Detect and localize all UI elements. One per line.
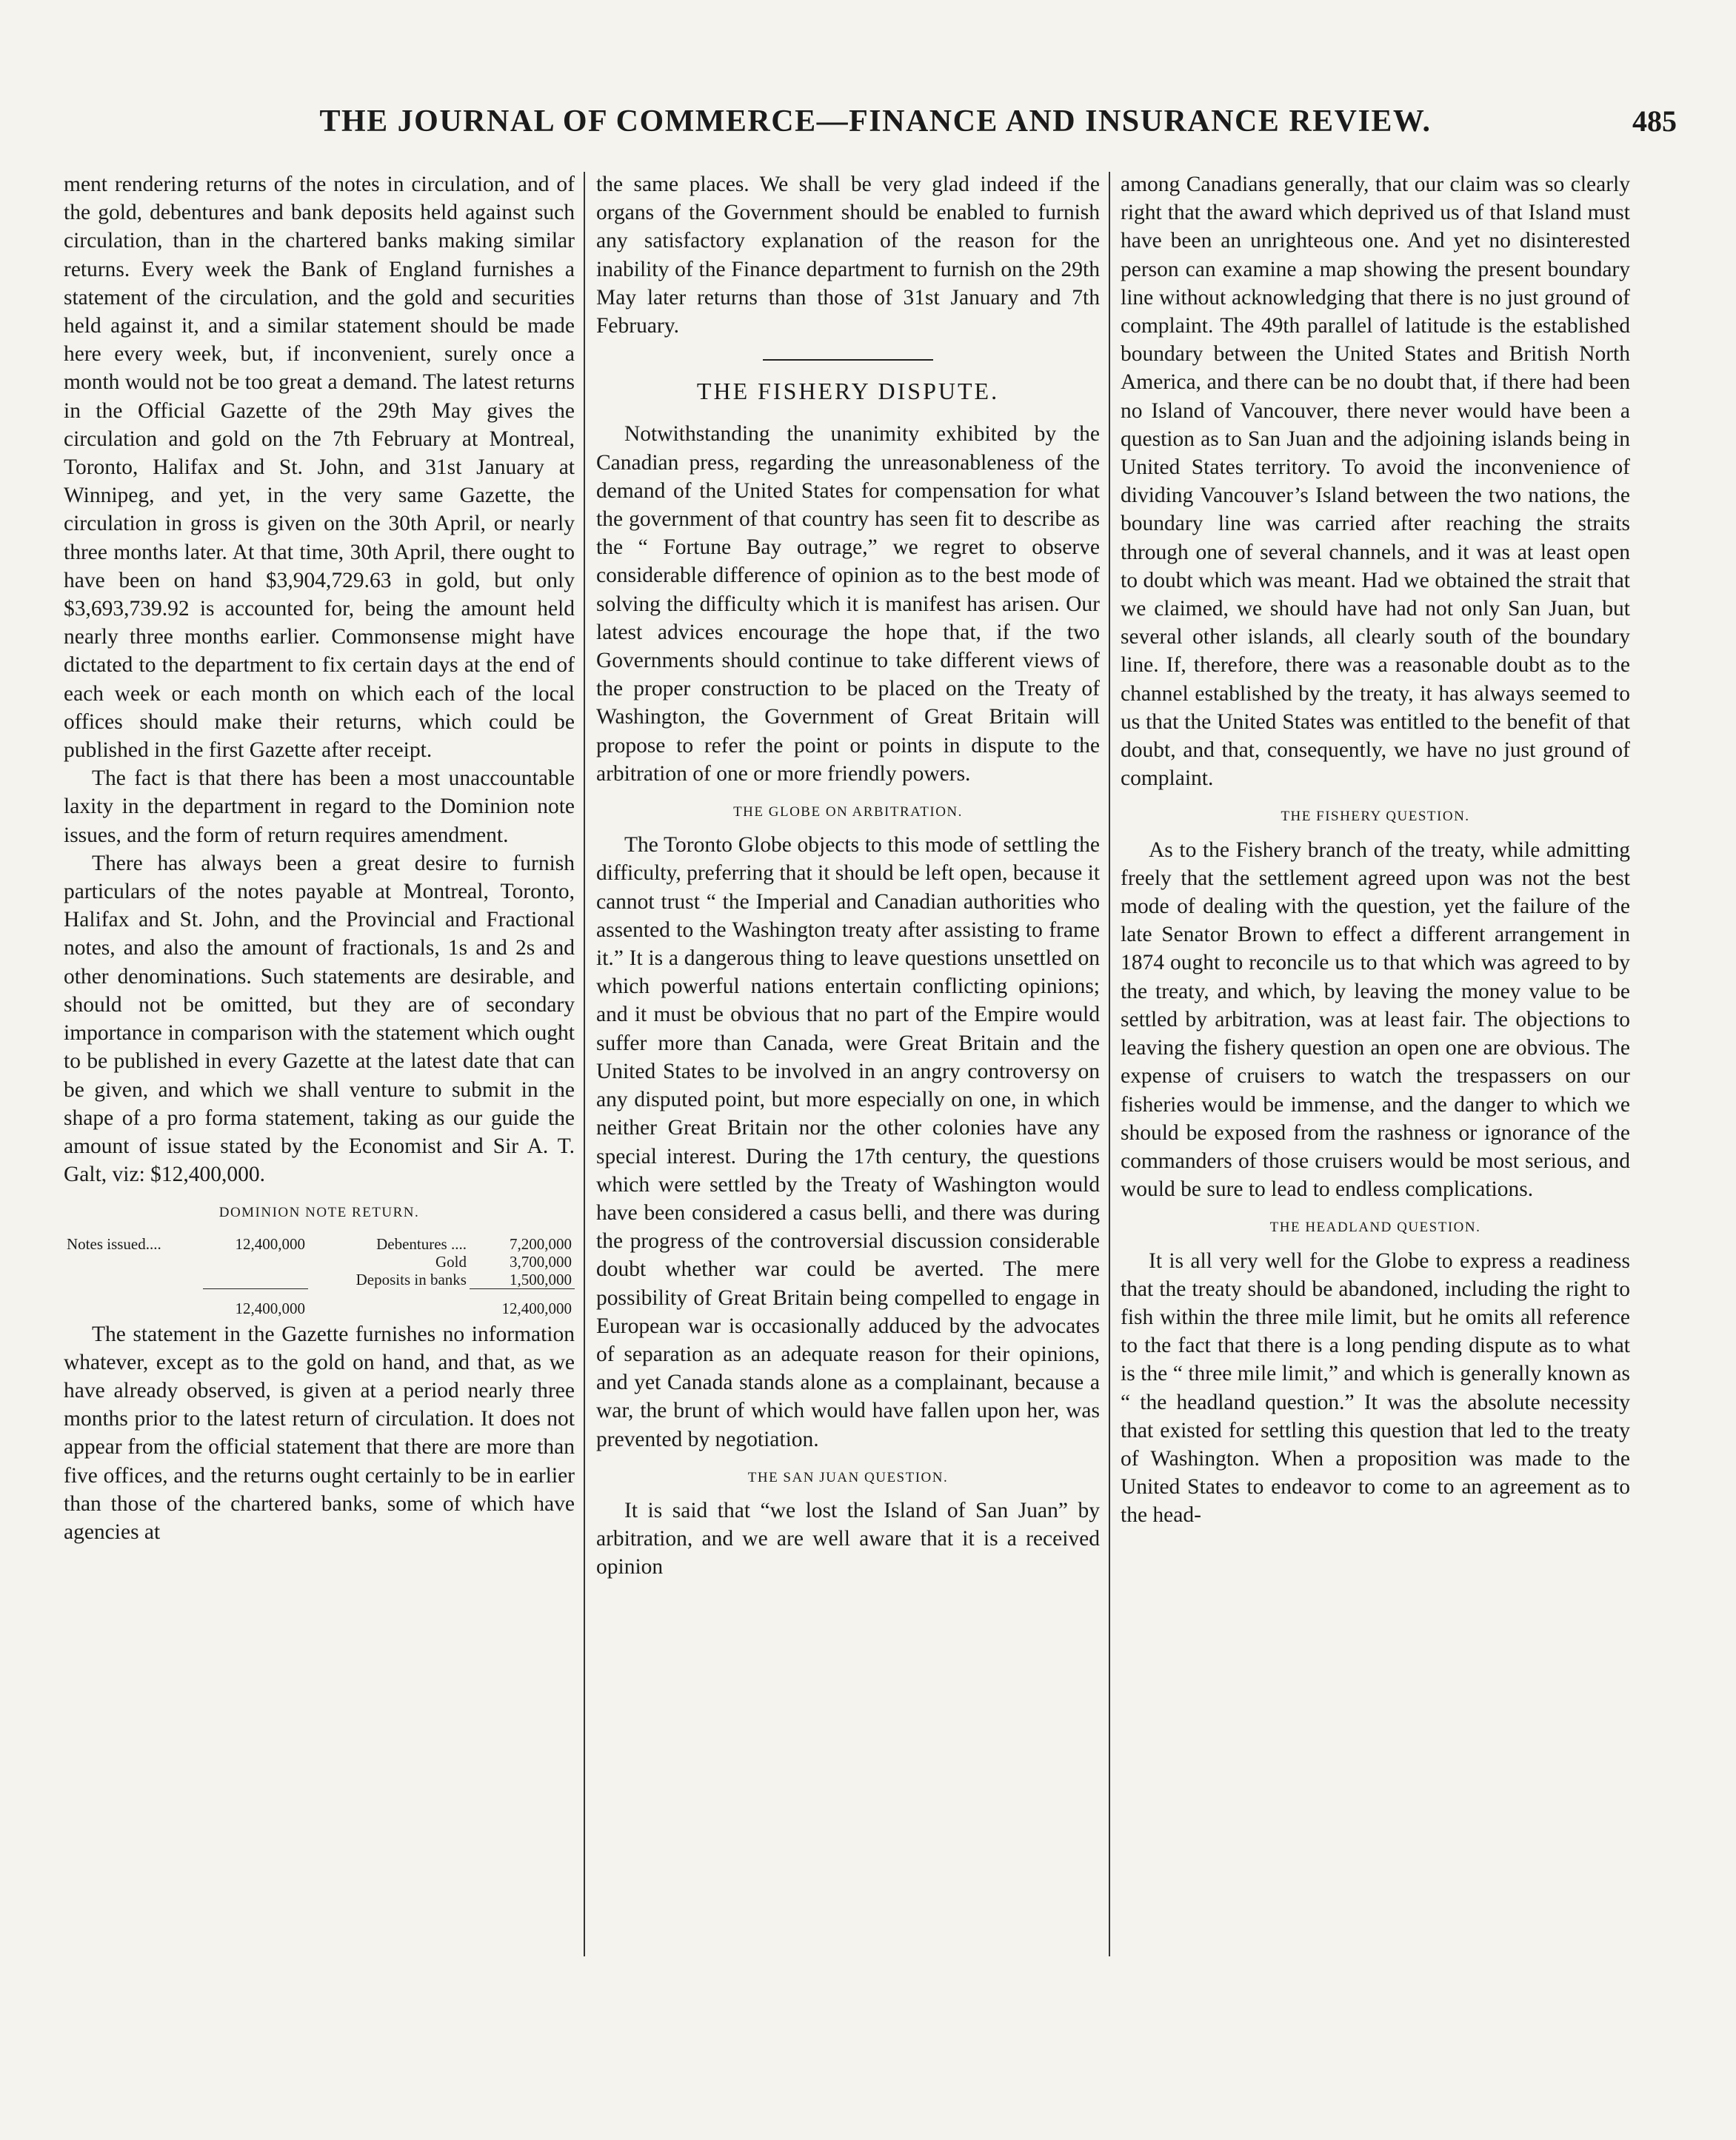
gold-label: Gold — [435, 1252, 467, 1271]
col2-paragraph-1: the same places. We shall be very glad indeed if the organs of the Government should be enabled to furnish any satisfactory explanation of the reason for the inability of the Finance department to furnish on the 29th May later returns than those of 31st January and 7th February. — [596, 173, 1100, 338]
column-1 — [64, 170, 575, 1546]
headland-question-heading: THE HEADLAND QUESTION. — [1269, 1220, 1481, 1236]
fishery-dispute-title: THE FISHERY DISPUTE. — [696, 378, 1000, 405]
col3-paragraph-3: It is all very well for the Globe to express a readiness that the treaty should be abandoned, including the right to fish within the three mile limit, but he omits all reference to the fact that there is a long pending dispute as to what is the “ three mile limit,” and which is generally known as “ the headland question.” It was the absolute necessity that existed for settling this question that led to the treaty of Washington. When a proposition was made to the United States to endeavor to come to an agreement as to the head- — [1121, 1248, 1630, 1528]
col3-paragraph-2: As to the Fishery branch of the treaty, while admitting freely that the settlement agreed upon was not the best mode of dealing with the question, yet the failure of the late Senator Brown to effect a different arrangement in 1874 ought to reconcile us to that which was agreed to by the treaty, and which, by leaving the money value to be settled by arbitration, was at least fair. The objections to leaving the fishery question an open one are obvious. The expense of cruisers to watch the trespassers on our fisheries would be immense, and the danger to which we should be exposed from the rashness or ignorance of the commanders of those cruisers would be most serious, and would be sure to lead to endless complications. — [1121, 837, 1630, 1202]
gold-value: 3,700,000 — [510, 1252, 572, 1271]
dominion-note-return-table — [64, 1235, 575, 1317]
col2-paragraph-3: The Toronto Globe objects to this mode of settling the difficulty, preferring that it should be left open, because it cannot trust “ the Imperial and Canadian authorities who assented to the Washington treaty after assisting to frame it.” It is a dangerous thing to leave questions unsettled on which powerful nations entertain conflicting opinions; and it must be obvious that no part of the Empire would suffer more than Canada, were Great Britain and the United States to be involved in an angry controversy on any disputed point, but more especially on one, in which neither Great Britain nor the other colonies have any special interest. During the 17th century, the questions which were settled by the Treaty of Washington would have been considered a casus belli, and there was during the progress of the controversial discussion considerable doubt whether war could be averted. The mere possibility of Great Britain being compelled to engage in European war is occasionally adduced by the advocates of separation as an adequate reason for their opinions, and yet Canada stands alone as a complainant, because a war, the brunt of which would have fallen upon her, was prevented by negotiation. — [596, 833, 1100, 1451]
globe-arbitration-heading: THE GLOBE ON ARBITRATION. — [733, 804, 963, 820]
column-2 — [596, 170, 1100, 1582]
col1-paragraph-4: The statement in the Gazette furnishes no information whatever, except as to the gold on hand, and that, as we have already observed, is given at a period nearly three months prior to the latest return of circulation. It does not appear from the official statement that there are more than five offices, and the returns ought certainly to be in earlier than those of the chartered banks, some of which have agencies at — [64, 1322, 575, 1544]
col1-paragraph-2: The fact is that there has been a most unaccountable laxity in the department in regard to the Dominion note issues, and the form of return requires amendment. — [64, 766, 575, 847]
deposits-label: Deposits in banks — [355, 1270, 467, 1288]
column-3 — [1121, 170, 1630, 1530]
debentures-label: Debentures .... — [376, 1234, 467, 1253]
col1-paragraph-1: ment rendering returns of the notes in circulation, and of the gold, debentures and bank deposits held against such circulation, than in the chartered banks making similar returns. Every week the Bank of England furnishes a statement of the circulation, and the gold and securities held against it, and a similar statement should be made here every week, but, if inconvenient, surely once a month would not be too great a demand. The latest returns in the Official Gazette of the 29th May gives the circulation and gold on the 7th February at Montreal, Toronto, Halifax and St. John, and 31st January at Winnipeg, and yet, in the very same Gazette, the circulation in gross is given on the 30th April, or nearly three months later. At that time, 30th April, there ought to have been on hand $3,904,729.63 in gold, but only $3,693,739.92 is accounted for, being the amount held nearly three months earlier. Commonsense might have dictated to the department to fix certain days at the end of each week or each month on which each of the local offices should make their returns, which could be published in the first Gazette after receipt. — [64, 173, 575, 763]
column-rule-1 — [584, 172, 585, 1956]
col3-paragraph-1: among Canadians generally, that our claim was so clearly right that the award which deprived us of that Island must have been an unrighteous one. And yet no disinterested person can examine a map showing the present boundary line without acknowledging that there is no just ground of complaint. The 49th parallel of latitude is the established boundary between the United States and British North America, and there can be no doubt that, if there had been no Island of Vancouver, there never would have been a question as to San Juan and the adjoining islands being in United States territory. To avoid the inconvenience of dividing Vancouver’s Island between the two nations, the boundary line was carried after reaching the straits through one of several channels, and it was at least open to doubt which was meant. Had we obtained the strait that we claimed, we should have had not only San Juan, but several other islands, all clearly south of the boundary line. If, therefore, there was a reasonable doubt as to the channel established by the treaty, it has always seemed to us that the United States was entitled to the benefit of that doubt, and that, consequently, we have no just ground of complaint. — [1121, 173, 1630, 791]
total-left: 12,400,000 — [203, 1288, 308, 1317]
fishery-question-heading: THE FISHERY QUESTION. — [1281, 809, 1470, 825]
notes-issued-label: Notes issued.... — [67, 1234, 161, 1253]
dominion-note-return-heading: DOMINION NOTE RETURN. — [218, 1205, 420, 1221]
deposits-value: 1,500,000 — [510, 1270, 572, 1288]
page-number: 485 — [1632, 104, 1677, 138]
col1-paragraph-3: There has always been a great desire to furnish particulars of the notes payable at Montreal, Toronto, Halifax and St. John, and the Provincial and Fractional notes, and also the amount of fractionals, 1s and 2s and other denominations. Such statements are desirable, and should not be omitted, but they are of secondary importance in comparison with the statement which ought to be published in every Gazette at the latest date that can be given, and which we shall venture to submit in the shape of a pro forma statement, taking as our guide the amount of issue stated by the Economist and Sir A. T. Galt, viz: $12,400,000. — [64, 851, 575, 1187]
notes-issued-value: 12,400,000 — [235, 1234, 306, 1253]
col2-paragraph-2: Notwithstanding the unanimity exhibited by the Canadian press, regarding the unreasonableness of the demand of the United States for compensation for what the government of that country has seen fit to describe as the “ Fortune Bay outrage,” we regret to observe considerable difference of opinion as to the best mode of solving the difficulty which it is manifest has arisen. Our latest advices encourage the hope that, if the two Governments should continue to take different views of the proper construction to be placed on the Treaty of Washington, the Government of Great Britain will propose to refer the point or points in dispute to the arbitration of one or more friendly powers. — [596, 422, 1100, 786]
column-rule-2 — [1109, 172, 1110, 1956]
col2-paragraph-4: It is said that “we lost the Island of San Juan” by arbitration, and we are well aware that it is a received opinion — [596, 1498, 1100, 1579]
debentures-value: 7,200,000 — [510, 1234, 572, 1253]
san-juan-heading: THE SAN JUAN QUESTION. — [747, 1469, 949, 1485]
journal-title: THE JOURNAL OF COMMERCE—FINANCE AND INSURANCE REVIEW. — [319, 104, 1432, 138]
total-right: 12,400,000 — [470, 1288, 575, 1317]
page-header — [59, 104, 1692, 148]
section-separator — [763, 359, 933, 361]
